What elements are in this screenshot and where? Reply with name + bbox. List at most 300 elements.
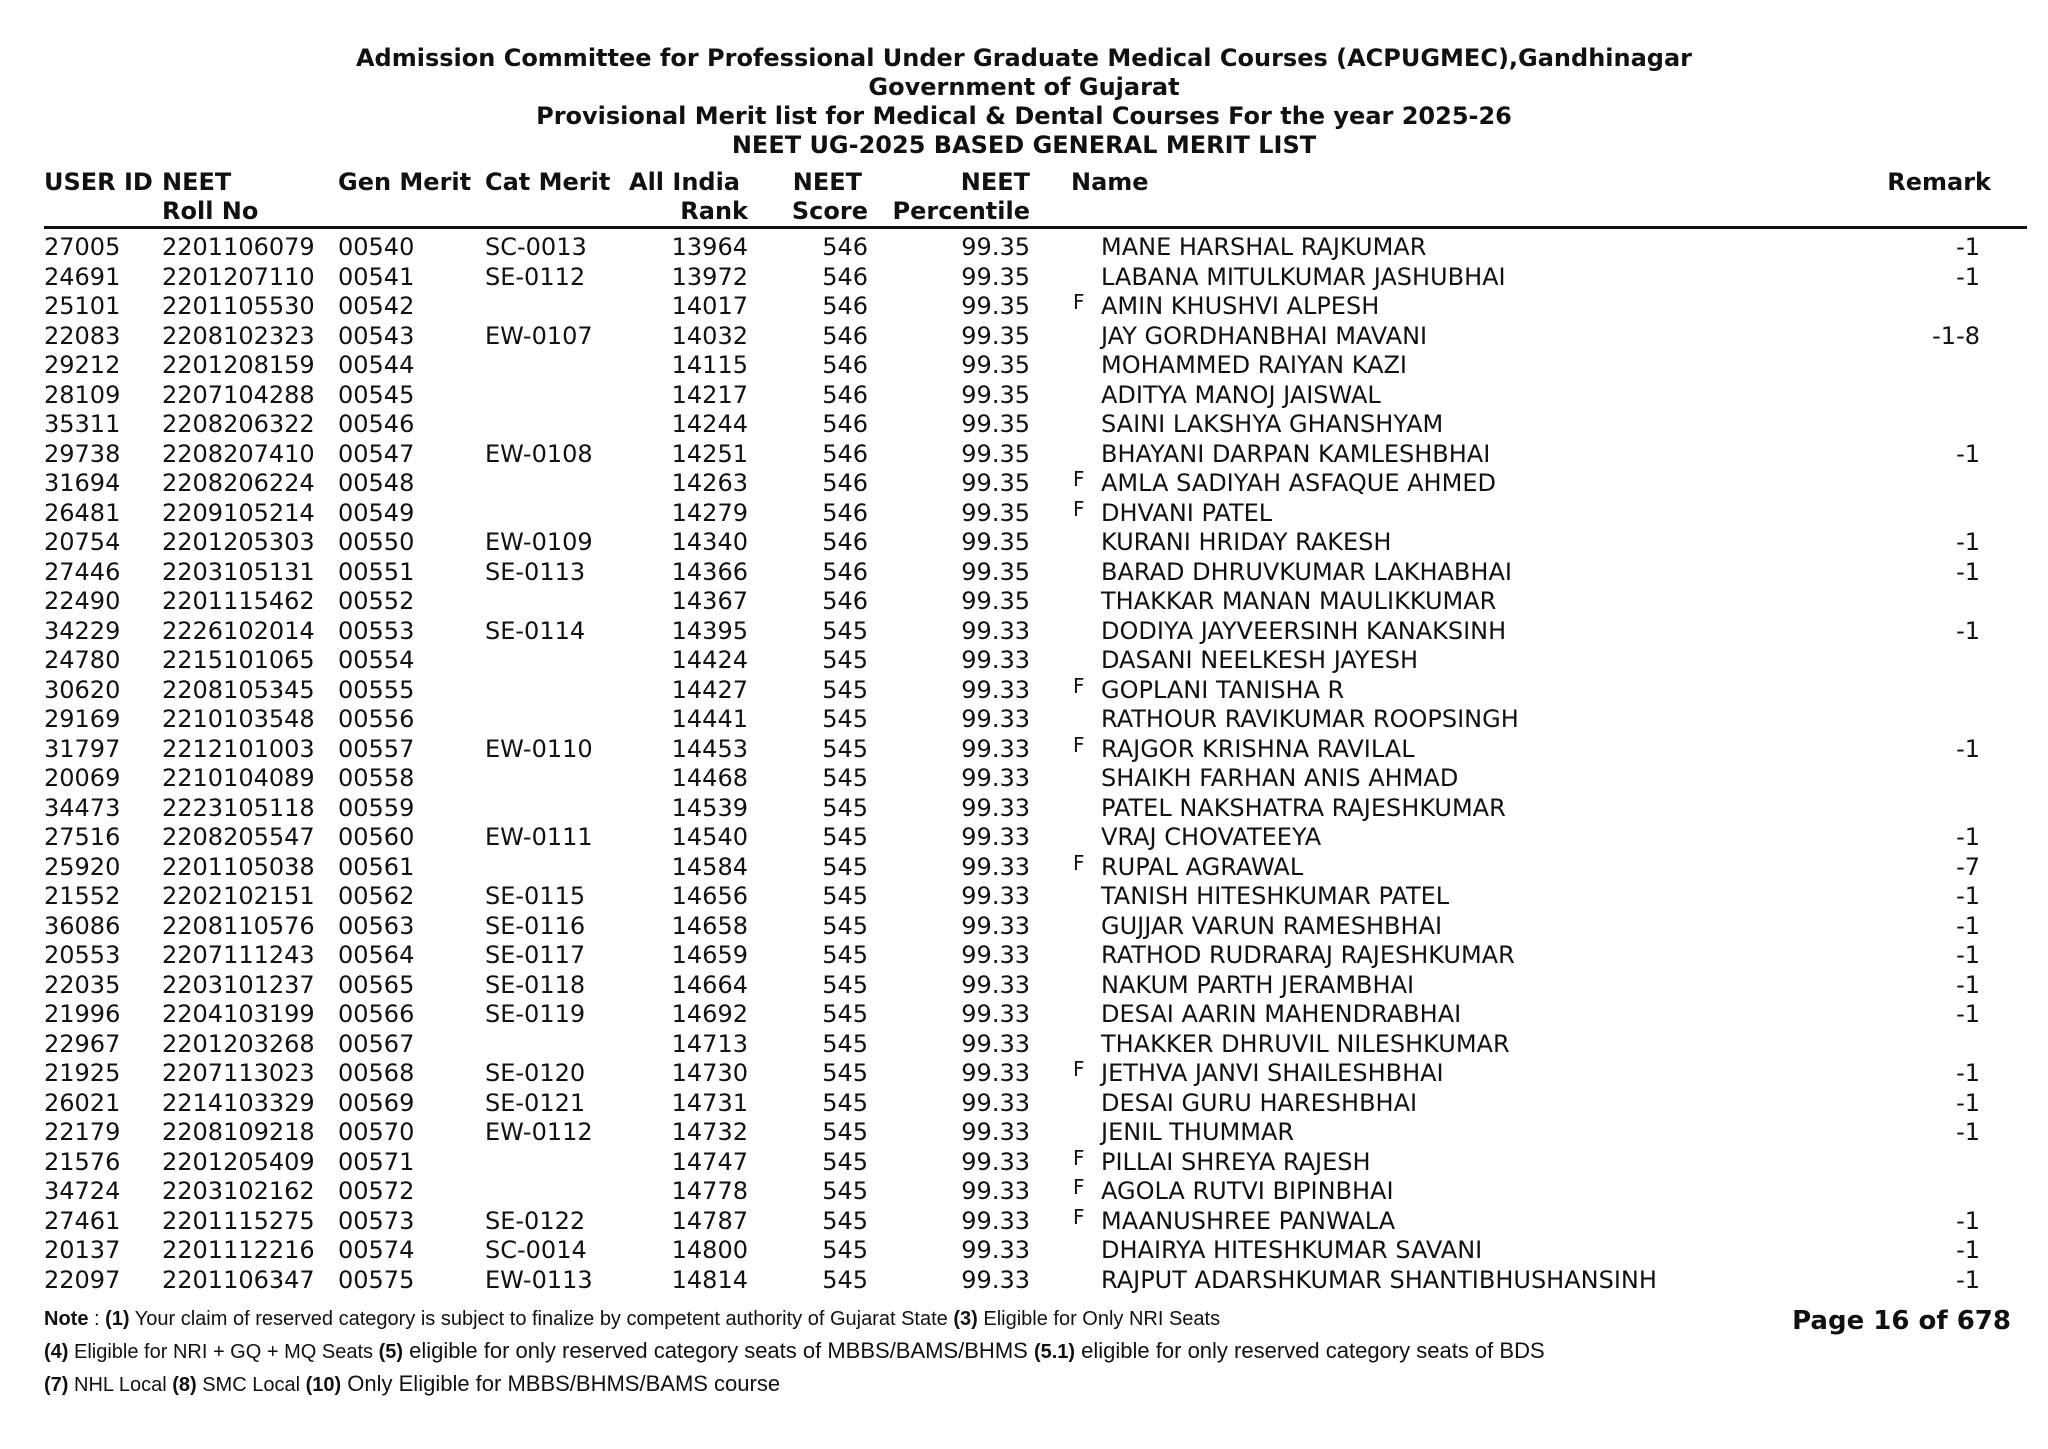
remark-cell: -1 <box>1956 1206 1980 1235</box>
candidate-name-cell: THAKKAR MANAN MAULIKKUMAR <box>1101 587 1497 615</box>
all-india-rank-cell: 14664 <box>671 970 748 999</box>
user-id-cell: 30620 <box>44 675 121 704</box>
all-india-rank-cell: 14366 <box>671 557 748 586</box>
table-row <box>0 496 2048 529</box>
candidate-name-cell: LABANA MITULKUMAR JASHUBHAI <box>1101 262 1506 291</box>
roll-no-cell: 2204103199 <box>162 1000 315 1028</box>
neet-score-cell: 546 <box>822 262 868 291</box>
gen-merit-cell: 00562 <box>338 882 415 910</box>
table-row <box>0 1177 2048 1207</box>
cat-merit-cell: EW-0108 <box>485 439 593 468</box>
neet-score-cell: 545 <box>822 1177 868 1205</box>
gen-merit-cell: 00540 <box>338 233 415 261</box>
neet-score-cell: 545 <box>822 705 868 733</box>
gen-merit-cell: 00553 <box>338 616 415 645</box>
gen-merit-cell: 00541 <box>338 262 415 291</box>
roll-no-cell: 2208206224 <box>162 469 315 497</box>
neet-score-cell: 545 <box>822 882 868 910</box>
neet-score-cell: 546 <box>822 351 868 379</box>
neet-score-cell: 546 <box>822 321 868 350</box>
all-india-rank-cell: 14747 <box>671 1147 748 1176</box>
candidate-name-cell: GUJJAR VARUN RAMESHBHAI <box>1101 911 1443 940</box>
candidate-name-cell: PATEL NAKSHATRA RAJESHKUMAR <box>1101 793 1506 822</box>
neet-score-cell: 546 <box>822 233 868 261</box>
neet-score-cell: 545 <box>822 1206 868 1235</box>
remark-cell: -1 <box>1956 616 1980 645</box>
neet-percentile-cell: 99.33 <box>961 675 1030 704</box>
all-india-rank-cell: 14251 <box>671 439 748 468</box>
user-id-cell: 22967 <box>44 1029 121 1058</box>
user-id-cell: 22083 <box>44 321 121 350</box>
all-india-rank-cell: 14453 <box>671 734 748 763</box>
roll-no-cell: 2201105530 <box>162 292 315 320</box>
roll-no-cell: 2201207110 <box>162 262 315 291</box>
neet-score-cell: 545 <box>822 1118 868 1146</box>
all-india-rank-cell: 14778 <box>671 1177 748 1205</box>
cat-merit-cell: SE-0122 <box>485 1206 586 1235</box>
neet-score-cell: 545 <box>822 970 868 999</box>
neet-percentile-cell: 99.33 <box>961 705 1030 733</box>
neet-score-cell: 545 <box>822 1000 868 1028</box>
col-cat-merit: Cat Merit <box>485 168 611 196</box>
gender-flag-cell: F <box>1073 1175 1085 1199</box>
neet-score-cell: 545 <box>822 734 868 763</box>
user-id-cell: 26481 <box>44 498 121 527</box>
col-neet-score-2: Score <box>791 197 868 225</box>
neet-percentile-cell: 99.33 <box>961 1000 1030 1028</box>
neet-score-cell: 545 <box>822 852 868 881</box>
user-id-cell: 34473 <box>44 793 121 822</box>
table-row <box>0 410 2048 440</box>
all-india-rank-cell: 14032 <box>671 321 748 350</box>
cat-merit-cell: SE-0116 <box>485 911 586 940</box>
neet-score-cell: 545 <box>822 823 868 851</box>
roll-no-cell: 2201115275 <box>162 1206 315 1235</box>
remark-cell: -1 <box>1956 557 1980 586</box>
all-india-rank-cell: 14367 <box>671 587 748 615</box>
gen-merit-cell: 00568 <box>338 1059 415 1087</box>
candidate-name-cell: NAKUM PARTH JERAMBHAI <box>1101 970 1415 999</box>
roll-no-cell: 2201203268 <box>162 1029 315 1058</box>
remark-cell: -1 <box>1956 233 1980 261</box>
roll-no-cell: 2208109218 <box>162 1118 315 1146</box>
all-india-rank-cell: 14395 <box>671 616 748 645</box>
gen-merit-cell: 00544 <box>338 351 415 379</box>
table-row <box>0 381 2048 411</box>
candidate-name-cell: DHVANI PATEL <box>1101 498 1273 527</box>
user-id-cell: 22097 <box>44 1265 121 1294</box>
col-user-id: USER ID <box>44 168 153 196</box>
table-row <box>0 440 2048 470</box>
candidate-name-cell: DASANI NEELKESH JAYESH <box>1101 646 1419 674</box>
roll-no-cell: 2208102323 <box>162 321 315 350</box>
col-neet: NEET <box>162 168 232 196</box>
all-india-rank-cell: 14787 <box>671 1206 748 1235</box>
table-row <box>0 1030 2048 1060</box>
gen-merit-cell: 00572 <box>338 1177 415 1205</box>
roll-no-cell: 2226102014 <box>162 616 315 645</box>
roll-no-cell: 2201112216 <box>162 1236 315 1264</box>
roll-no-cell: 2207113023 <box>162 1059 315 1087</box>
neet-percentile-cell: 99.33 <box>961 764 1030 792</box>
neet-percentile-cell: 99.35 <box>961 528 1030 556</box>
neet-score-cell: 545 <box>822 1088 868 1117</box>
user-id-cell: 25920 <box>44 852 121 881</box>
candidate-name-cell: JETHVA JANVI SHAILESHBHAI <box>1101 1059 1444 1087</box>
col-remark: Remark <box>1887 168 1991 196</box>
roll-no-cell: 2215101065 <box>162 646 315 674</box>
all-india-rank-cell: 14340 <box>671 528 748 556</box>
remark-cell: -1 <box>1956 941 1980 969</box>
remark-cell: -1 <box>1956 970 1980 999</box>
table-row <box>0 794 2048 824</box>
table-row <box>0 528 2048 558</box>
candidate-name-cell: SAINI LAKSHYA GHANSHYAM <box>1101 410 1444 438</box>
neet-percentile-cell: 99.33 <box>961 1118 1030 1146</box>
cat-merit-cell: EW-0111 <box>485 823 593 851</box>
gender-flag-cell: F <box>1073 850 1085 875</box>
gen-merit-cell: 00561 <box>338 852 415 881</box>
gender-flag-cell: F <box>1073 290 1085 314</box>
roll-no-cell: 2214103329 <box>162 1088 315 1117</box>
gender-flag-cell: F <box>1073 1204 1085 1229</box>
all-india-rank-cell: 14692 <box>671 1000 748 1028</box>
remark-cell: -1 <box>1956 439 1980 468</box>
cat-merit-cell: SE-0113 <box>485 557 586 586</box>
neet-percentile-cell: 99.33 <box>961 734 1030 763</box>
roll-no-cell: 2208110576 <box>162 911 315 940</box>
roll-no-cell: 2210103548 <box>162 705 315 733</box>
cat-merit-cell: EW-0113 <box>485 1265 593 1294</box>
all-india-rank-cell: 14017 <box>671 292 748 320</box>
col-gen-merit: Gen Merit <box>338 168 472 196</box>
neet-percentile-cell: 99.35 <box>961 498 1030 527</box>
gen-merit-cell: 00554 <box>338 646 415 674</box>
all-india-rank-cell: 14468 <box>671 764 748 792</box>
table-row <box>0 673 2048 706</box>
candidate-name-cell: RUPAL AGRAWAL <box>1101 852 1304 881</box>
user-id-cell: 27005 <box>44 233 121 261</box>
col-rank: Rank <box>680 197 748 225</box>
neet-percentile-cell: 99.33 <box>961 941 1030 969</box>
neet-percentile-cell: 99.35 <box>961 439 1030 468</box>
all-india-rank-cell: 14540 <box>671 823 748 851</box>
neet-percentile-cell: 99.35 <box>961 233 1030 261</box>
neet-percentile-cell: 99.35 <box>961 321 1030 350</box>
all-india-rank-cell: 14814 <box>671 1265 748 1294</box>
table-row <box>0 1204 2048 1237</box>
table-row <box>0 263 2048 293</box>
gen-merit-cell: 00542 <box>338 292 415 320</box>
neet-percentile-cell: 99.33 <box>961 882 1030 910</box>
user-id-cell: 22179 <box>44 1118 121 1146</box>
candidate-name-cell: PILLAI SHREYA RAJESH <box>1101 1147 1371 1176</box>
table-row <box>0 292 2048 322</box>
gen-merit-cell: 00569 <box>338 1088 415 1117</box>
candidate-name-cell: AMIN KHUSHVI ALPESH <box>1101 292 1380 320</box>
all-india-rank-cell: 13972 <box>671 262 748 291</box>
neet-percentile-cell: 99.35 <box>961 587 1030 615</box>
remark-cell: -1 <box>1956 1000 1980 1028</box>
candidate-name-cell: THAKKER DHRUVIL NILESHKUMAR <box>1101 1029 1510 1058</box>
merit-list-title: Provisional Merit list for Medical & Dental Courses For the year 2025-26 <box>536 102 1512 130</box>
neet-percentile-cell: 99.35 <box>961 380 1030 409</box>
gen-merit-cell: 00567 <box>338 1029 415 1058</box>
header-divider <box>44 226 2027 229</box>
neet-percentile-cell: 99.33 <box>961 852 1030 881</box>
roll-no-cell: 2207111243 <box>162 941 315 969</box>
gen-merit-cell: 00575 <box>338 1265 415 1294</box>
candidate-name-cell: RAJPUT ADARSHKUMAR SHANTIBHUSHANSINH <box>1101 1265 1657 1294</box>
neet-score-cell: 545 <box>822 675 868 704</box>
candidate-name-cell: VRAJ CHOVATEEYA <box>1101 823 1322 851</box>
neet-score-cell: 546 <box>822 557 868 586</box>
gen-merit-cell: 00559 <box>338 793 415 822</box>
remark-cell: -1 <box>1956 1059 1980 1087</box>
note-line-1: Note : (1) Your claim of reserved category is subject to finalize by competent authority of Gujarat State (3) Eligible for Only NRI Seats <box>44 1308 1221 1330</box>
gen-merit-cell: 00548 <box>338 469 415 497</box>
all-india-rank-cell: 14731 <box>671 1088 748 1117</box>
table-row <box>0 1266 2048 1296</box>
col-all-india: All India <box>629 168 740 196</box>
neet-percentile-cell: 99.33 <box>961 823 1030 851</box>
all-india-rank-cell: 14658 <box>671 911 748 940</box>
note-line-3: (7) NHL Local (8) SMC Local (10) Only Eligible for MBBS/BHMS/BAMS course <box>44 1371 781 1396</box>
user-id-cell: 21925 <box>44 1059 121 1087</box>
gen-merit-cell: 00545 <box>338 380 415 409</box>
neet-score-cell: 546 <box>822 439 868 468</box>
gender-flag-cell: F <box>1073 467 1085 491</box>
remark-cell: -1 <box>1956 528 1980 556</box>
remark-cell: -1 <box>1956 734 1980 763</box>
neet-score-cell: 545 <box>822 764 868 792</box>
candidate-name-cell: MOHAMMED RAIYAN KAZI <box>1101 351 1407 379</box>
neet-score-cell: 546 <box>822 410 868 438</box>
cat-merit-cell: EW-0109 <box>485 528 593 556</box>
candidate-name-cell: AGOLA RUTVI BIPINBHAI <box>1101 1177 1394 1205</box>
remark-cell: -1 <box>1956 262 1980 291</box>
table-row <box>0 1145 2048 1178</box>
user-id-cell: 24691 <box>44 262 121 291</box>
user-id-cell: 20137 <box>44 1236 121 1264</box>
table-row <box>0 823 2048 853</box>
neet-percentile-cell: 99.33 <box>961 646 1030 674</box>
neet-score-cell: 546 <box>822 380 868 409</box>
neet-percentile-cell: 99.33 <box>961 1088 1030 1117</box>
remark-cell: -1 <box>1956 823 1980 851</box>
user-id-cell: 21552 <box>44 882 121 910</box>
cat-merit-cell: SE-0117 <box>485 941 586 969</box>
neet-percentile-cell: 99.35 <box>961 410 1030 438</box>
all-india-rank-cell: 14427 <box>671 675 748 704</box>
gen-merit-cell: 00558 <box>338 764 415 792</box>
gen-merit-cell: 00563 <box>338 911 415 940</box>
remark-cell: -1 <box>1956 1236 1980 1264</box>
cat-merit-cell: SC-0013 <box>485 233 587 261</box>
user-id-cell: 29738 <box>44 439 121 468</box>
table-row <box>0 469 2048 499</box>
neet-score-cell: 546 <box>822 469 868 497</box>
all-india-rank-cell: 14800 <box>671 1236 748 1264</box>
gen-merit-cell: 00543 <box>338 321 415 350</box>
roll-no-cell: 2208206322 <box>162 410 315 438</box>
gen-merit-cell: 00552 <box>338 587 415 615</box>
candidate-name-cell: MAANUSHREE PANWALA <box>1101 1206 1396 1235</box>
neet-percentile-cell: 99.33 <box>961 1059 1030 1087</box>
table-row <box>0 764 2048 794</box>
cat-merit-cell: EW-0107 <box>485 321 593 350</box>
cat-merit-cell: SE-0120 <box>485 1059 586 1087</box>
table-row <box>0 558 2048 588</box>
candidate-name-cell: JAY GORDHANBHAI MAVANI <box>1101 321 1428 350</box>
list-subtitle: NEET UG-2025 BASED GENERAL MERIT LIST <box>731 131 1317 159</box>
candidate-name-cell: RATHOUR RAVIKUMAR ROOPSINGH <box>1101 705 1519 733</box>
gen-merit-cell: 00570 <box>338 1118 415 1146</box>
roll-no-cell: 2202102151 <box>162 882 315 910</box>
user-id-cell: 25101 <box>44 292 121 320</box>
neet-score-cell: 546 <box>822 292 868 320</box>
table-row <box>0 233 2048 263</box>
table-row <box>0 705 2048 735</box>
cat-merit-cell: EW-0110 <box>485 734 593 763</box>
gender-flag-cell: F <box>1073 1145 1085 1170</box>
neet-score-cell: 545 <box>822 646 868 674</box>
table-header <box>0 168 2048 228</box>
user-id-cell: 34724 <box>44 1177 121 1205</box>
all-india-rank-cell: 14115 <box>671 351 748 379</box>
candidate-name-cell: SHAIKH FARHAN ANIS AHMAD <box>1101 764 1459 792</box>
neet-percentile-cell: 99.35 <box>961 469 1030 497</box>
table-row <box>0 322 2048 352</box>
neet-percentile-cell: 99.33 <box>961 1265 1030 1294</box>
page-number: Page 16 of 678 <box>1792 1306 2011 1336</box>
remark-cell: -1 <box>1956 1265 1980 1294</box>
table-row <box>0 971 2048 1001</box>
user-id-cell: 20069 <box>44 764 121 792</box>
neet-percentile-cell: 99.33 <box>961 911 1030 940</box>
all-india-rank-cell: 14732 <box>671 1118 748 1146</box>
gen-merit-cell: 00571 <box>338 1147 415 1176</box>
user-id-cell: 36086 <box>44 911 121 940</box>
roll-no-cell: 2201205409 <box>162 1147 315 1176</box>
candidate-name-cell: RAJGOR KRISHNA RAVILAL <box>1101 734 1415 763</box>
user-id-cell: 34229 <box>44 616 121 645</box>
all-india-rank-cell: 13964 <box>671 233 748 261</box>
neet-score-cell: 545 <box>822 793 868 822</box>
user-id-cell: 27461 <box>44 1206 121 1235</box>
user-id-cell: 22490 <box>44 587 121 615</box>
all-india-rank-cell: 14279 <box>671 498 748 527</box>
roll-no-cell: 2208205547 <box>162 823 315 851</box>
user-id-cell: 35311 <box>44 410 121 438</box>
candidate-name-cell: ADITYA MANOJ JAISWAL <box>1101 380 1381 409</box>
table-row <box>0 732 2048 765</box>
gender-flag-cell: F <box>1073 1057 1085 1081</box>
roll-no-cell: 2210104089 <box>162 764 315 792</box>
neet-score-cell: 545 <box>822 1265 868 1294</box>
gender-flag-cell: F <box>1073 732 1085 757</box>
neet-percentile-cell: 99.33 <box>961 1029 1030 1058</box>
roll-no-cell: 2201208159 <box>162 351 315 379</box>
table-row <box>0 1059 2048 1089</box>
roll-no-cell: 2207104288 <box>162 380 315 409</box>
gen-merit-cell: 00551 <box>338 557 415 586</box>
all-india-rank-cell: 14217 <box>671 380 748 409</box>
cat-merit-cell: SE-0118 <box>485 970 586 999</box>
roll-no-cell: 2209105214 <box>162 498 315 527</box>
all-india-rank-cell: 14584 <box>671 852 748 881</box>
all-india-rank-cell: 14730 <box>671 1059 748 1087</box>
cat-merit-cell: SE-0119 <box>485 1000 586 1028</box>
user-id-cell: 27516 <box>44 823 121 851</box>
candidate-name-cell: JENIL THUMMAR <box>1101 1118 1295 1146</box>
note-line-2: (4) Eligible for NRI + GQ + MQ Seats (5) eligible for only reserved category seats of MBBS/BAMS/BHMS (5.1) eligible for only reserved category seats of BDS <box>44 1338 1545 1363</box>
user-id-cell: 31694 <box>44 469 121 497</box>
table-row <box>0 941 2048 971</box>
roll-no-cell: 2203101237 <box>162 970 315 999</box>
neet-score-cell: 545 <box>822 941 868 969</box>
gen-merit-cell: 00560 <box>338 823 415 851</box>
gen-merit-cell: 00557 <box>338 734 415 763</box>
cat-merit-cell: SE-0115 <box>485 882 586 910</box>
roll-no-cell: 2201106347 <box>162 1265 315 1294</box>
neet-percentile-cell: 99.35 <box>961 557 1030 586</box>
user-id-cell: 20754 <box>44 528 121 556</box>
merit-table-body <box>0 233 2048 1295</box>
candidate-name-cell: DODIYA JAYVEERSINH KANAKSINH <box>1101 616 1507 645</box>
candidate-name-cell: GOPLANI TANISHA R <box>1101 675 1345 704</box>
candidate-name-cell: RATHOD RUDRARAJ RAJESHKUMAR <box>1101 941 1515 969</box>
roll-no-cell: 2201205303 <box>162 528 315 556</box>
table-row <box>0 351 2048 381</box>
roll-no-cell: 2223105118 <box>162 793 315 822</box>
table-row <box>0 1000 2048 1030</box>
candidate-name-cell: DESAI AARIN MAHENDRABHAI <box>1101 1000 1462 1028</box>
document-header <box>0 44 2048 160</box>
user-id-cell: 29212 <box>44 351 121 379</box>
user-id-cell: 29169 <box>44 705 121 733</box>
committee-title: Admission Committee for Professional Under Graduate Medical Courses (ACPUGMEC),Gandhinagar <box>355 44 1692 72</box>
neet-score-cell: 546 <box>822 528 868 556</box>
candidate-name-cell: TANISH HITESHKUMAR PATEL <box>1101 882 1450 910</box>
user-id-cell: 31797 <box>44 734 121 763</box>
roll-no-cell: 2212101003 <box>162 734 315 763</box>
candidate-name-cell: DESAI GURU HARESHBHAI <box>1101 1088 1418 1117</box>
candidate-name-cell: KURANI HRIDAY RAKESH <box>1101 528 1392 556</box>
cat-merit-cell: SC-0014 <box>485 1236 587 1264</box>
neet-percentile-cell: 99.35 <box>961 351 1030 379</box>
gen-merit-cell: 00566 <box>338 1000 415 1028</box>
all-india-rank-cell: 14539 <box>671 793 748 822</box>
remark-cell: -1-8 <box>1932 321 1980 350</box>
remark-cell: -1 <box>1956 911 1980 940</box>
government-title: Government of Gujarat <box>868 73 1180 101</box>
neet-percentile-cell: 99.33 <box>961 1147 1030 1176</box>
cat-merit-cell: SE-0112 <box>485 262 586 291</box>
col-name: Name <box>1071 168 1149 196</box>
table-row <box>0 646 2048 676</box>
user-id-cell: 27446 <box>44 557 121 586</box>
col-neet-score-1: NEET <box>792 168 862 196</box>
user-id-cell: 26021 <box>44 1088 121 1117</box>
remark-cell: -1 <box>1956 1088 1980 1117</box>
gender-flag-cell: F <box>1073 673 1085 698</box>
gender-flag-cell: F <box>1073 496 1085 521</box>
user-id-cell: 24780 <box>44 646 121 674</box>
remark-cell: -1 <box>1956 882 1980 910</box>
neet-percentile-cell: 99.33 <box>961 1236 1030 1264</box>
gen-merit-cell: 00546 <box>338 410 415 438</box>
